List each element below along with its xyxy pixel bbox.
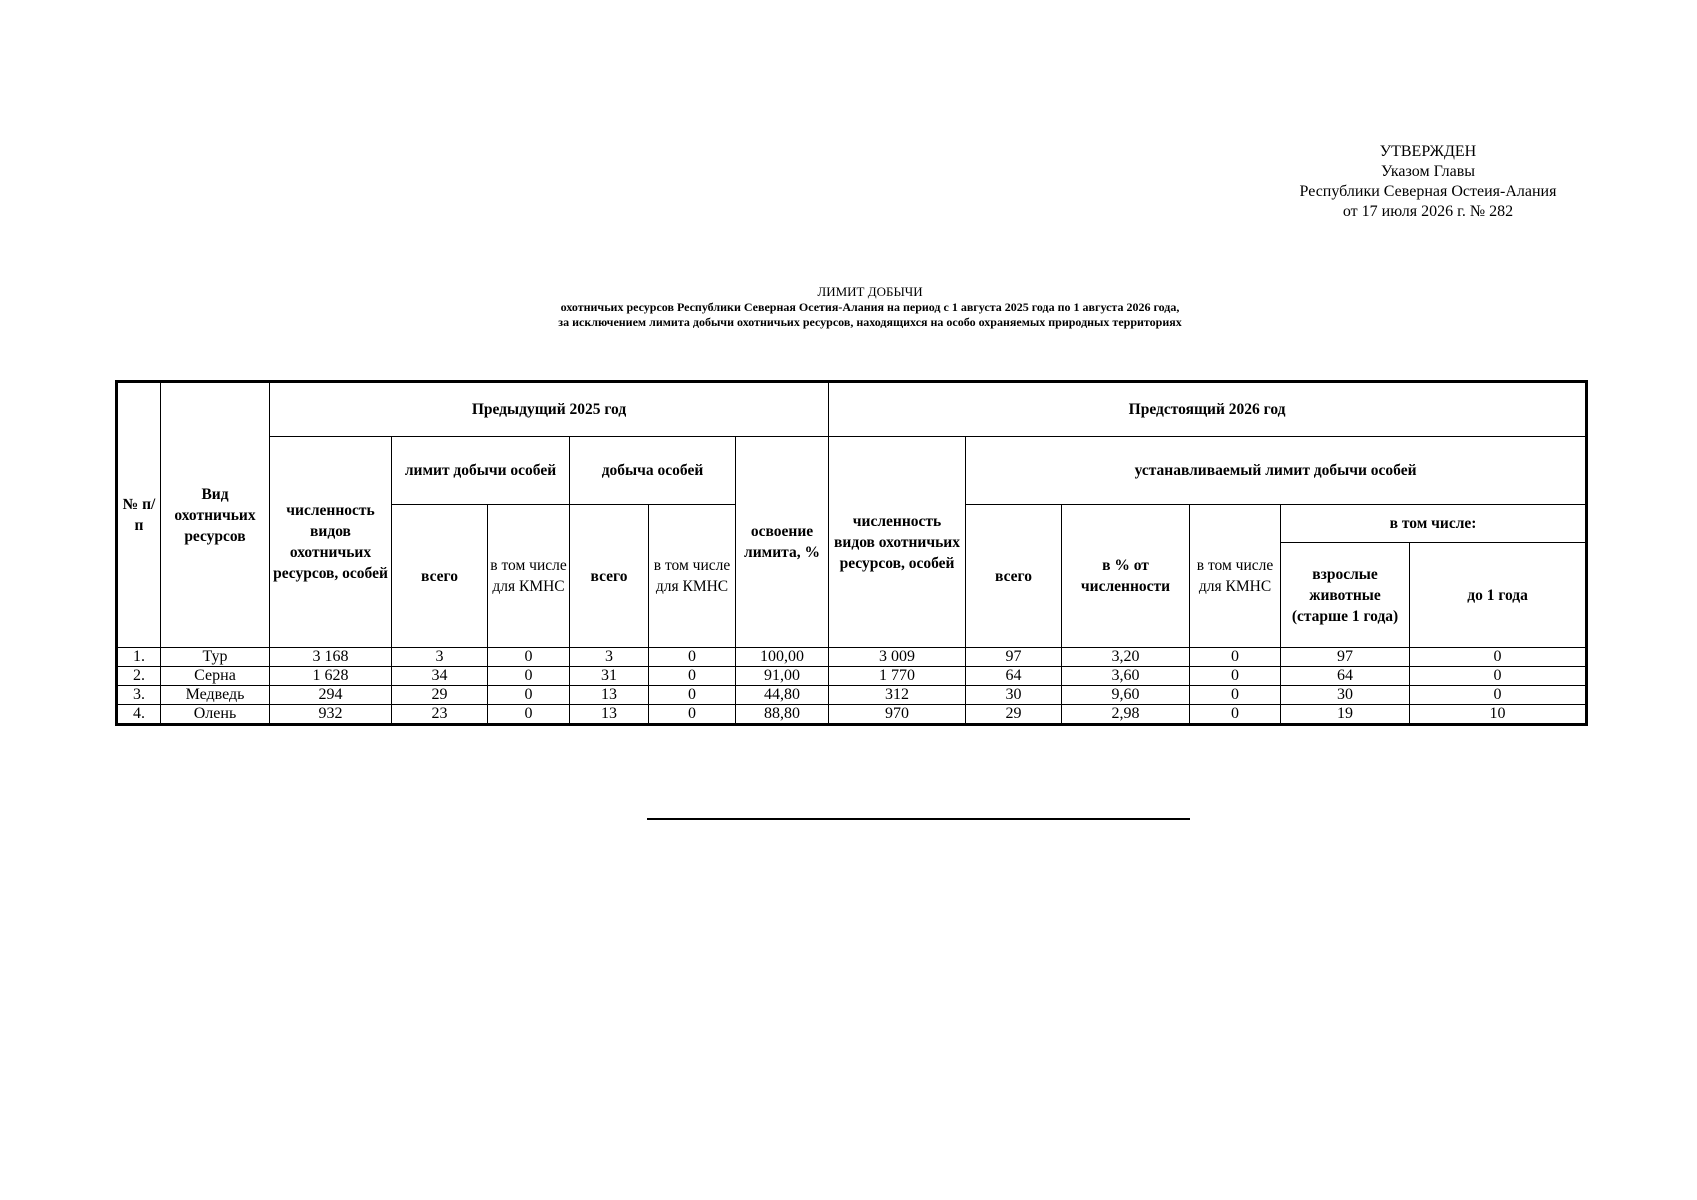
header-under-one: до 1 года <box>1410 543 1587 648</box>
document-title <box>200 284 1540 330</box>
cell-prev-population: 294 <box>270 686 392 705</box>
cell-set-total: 97 <box>966 648 1062 667</box>
header-mastery: освоение лимита, % <box>736 437 829 648</box>
cell-prev-limit-total: 29 <box>392 686 488 705</box>
cell-prev-population: 932 <box>270 705 392 725</box>
table-row <box>117 648 1587 667</box>
cell-under-one: 0 <box>1410 648 1587 667</box>
header-next-year: Предстоящий 2026 год <box>829 382 1587 437</box>
cell-prev-harvest-kmns: 0 <box>649 705 736 725</box>
cell-set-percent: 9,60 <box>1062 686 1190 705</box>
cell-next-population: 1 770 <box>829 667 966 686</box>
table-row <box>117 705 1587 725</box>
cell-prev-harvest-kmns: 0 <box>649 686 736 705</box>
cell-set-total: 30 <box>966 686 1062 705</box>
cell-mastery: 88,80 <box>736 705 829 725</box>
cell-adults: 19 <box>1281 705 1410 725</box>
cell-next-population: 3 009 <box>829 648 966 667</box>
approval-stamp <box>1278 142 1578 222</box>
header-including: в том числе: <box>1281 505 1587 543</box>
title-heading: ЛИМИТ ДОБЫЧИ <box>817 284 923 299</box>
header-prev-year: Предыдущий 2025 год <box>270 382 829 437</box>
cell-next-population: 970 <box>829 705 966 725</box>
header-next-population: численность видов охотничьих ресурсов, особей <box>829 437 966 648</box>
header-prev-harvest: добыча особей <box>570 437 736 505</box>
table-row <box>117 686 1587 705</box>
title-exclusion: за исключением лимита добычи охотничьих ресурсов, находящихся на особо охраняемых природных территориях <box>558 315 1182 329</box>
cell-adults: 64 <box>1281 667 1410 686</box>
cell-prev-limit-kmns: 0 <box>488 667 570 686</box>
cell-prev-population: 1 628 <box>270 667 392 686</box>
header-prev-limit-total: всего <box>392 505 488 648</box>
cell-prev-limit-kmns: 0 <box>488 686 570 705</box>
cell-prev-harvest-kmns: 0 <box>649 667 736 686</box>
header-row-1 <box>117 382 1587 437</box>
cell-mastery: 91,00 <box>736 667 829 686</box>
cell-set-percent: 2,98 <box>1062 705 1190 725</box>
cell-under-one: 10 <box>1410 705 1587 725</box>
table-row <box>117 667 1587 686</box>
cell-num: 1. <box>117 648 161 667</box>
cell-set-kmns: 0 <box>1190 686 1281 705</box>
cell-set-percent: 3,60 <box>1062 667 1190 686</box>
header-set-limit: устанавливаемый лимит добычи особей <box>966 437 1587 505</box>
header-species: Вид охотничьих ресурсов <box>161 382 270 648</box>
header-num: № п/п <box>117 382 161 648</box>
cell-prev-limit-total: 34 <box>392 667 488 686</box>
cell-prev-harvest-total: 31 <box>570 667 649 686</box>
cell-num: 4. <box>117 705 161 725</box>
cell-set-total: 64 <box>966 667 1062 686</box>
cell-species: Олень <box>161 705 270 725</box>
cell-prev-harvest-total: 13 <box>570 686 649 705</box>
cell-set-kmns: 0 <box>1190 705 1281 725</box>
cell-species: Медведь <box>161 686 270 705</box>
cell-num: 2. <box>117 667 161 686</box>
cell-mastery: 44,80 <box>736 686 829 705</box>
cell-under-one: 0 <box>1410 667 1587 686</box>
cell-set-percent: 3,20 <box>1062 648 1190 667</box>
cell-prev-limit-total: 3 <box>392 648 488 667</box>
cell-prev-limit-kmns: 0 <box>488 705 570 725</box>
cell-prev-limit-kmns: 0 <box>488 648 570 667</box>
cell-prev-harvest-total: 3 <box>570 648 649 667</box>
cell-species: Серна <box>161 667 270 686</box>
cell-prev-harvest-kmns: 0 <box>649 648 736 667</box>
cell-num: 3. <box>117 686 161 705</box>
header-set-percent: в % от численности <box>1062 505 1190 648</box>
approval-authority: Указом Главы <box>1380 163 1476 180</box>
title-period: охотничьих ресурсов Республики Северная Осетия-Алания на период с 1 августа 2025 года по 1 августа 2026 года, <box>560 300 1180 314</box>
cell-set-kmns: 0 <box>1190 667 1281 686</box>
cell-set-kmns: 0 <box>1190 648 1281 667</box>
header-row-2 <box>117 437 1587 505</box>
cell-adults: 30 <box>1281 686 1410 705</box>
cell-adults: 97 <box>1281 648 1410 667</box>
harvest-limit-table <box>115 380 1588 726</box>
cell-prev-harvest-total: 13 <box>570 705 649 725</box>
header-set-kmns: в том числе для КМНС <box>1190 505 1281 648</box>
approval-region: Республики Северная Остеия-Алания <box>1299 183 1557 200</box>
cell-under-one: 0 <box>1410 686 1587 705</box>
header-prev-limit-kmns: в том числе для КМНС <box>488 505 570 648</box>
header-prev-harvest-total: всего <box>570 505 649 648</box>
cell-prev-population: 3 168 <box>270 648 392 667</box>
approval-status: УТВЕРЖДЕН <box>1379 143 1477 160</box>
cell-species: Тур <box>161 648 270 667</box>
header-set-total: всего <box>966 505 1062 648</box>
cell-prev-limit-total: 23 <box>392 705 488 725</box>
header-prev-limit: лимит добычи особей <box>392 437 570 505</box>
cell-set-total: 29 <box>966 705 1062 725</box>
header-prev-population: численность видов охотничьих ресурсов, особей <box>270 437 392 648</box>
header-adults: взрослые животные (старше 1 года) <box>1281 543 1410 648</box>
cell-mastery: 100,00 <box>736 648 829 667</box>
approval-date-number: от 17 июля 2026 г. № 282 <box>1342 203 1514 220</box>
cell-next-population: 312 <box>829 686 966 705</box>
header-prev-harvest-kmns: в том числе для КМНС <box>649 505 736 648</box>
closing-divider <box>647 818 1190 820</box>
